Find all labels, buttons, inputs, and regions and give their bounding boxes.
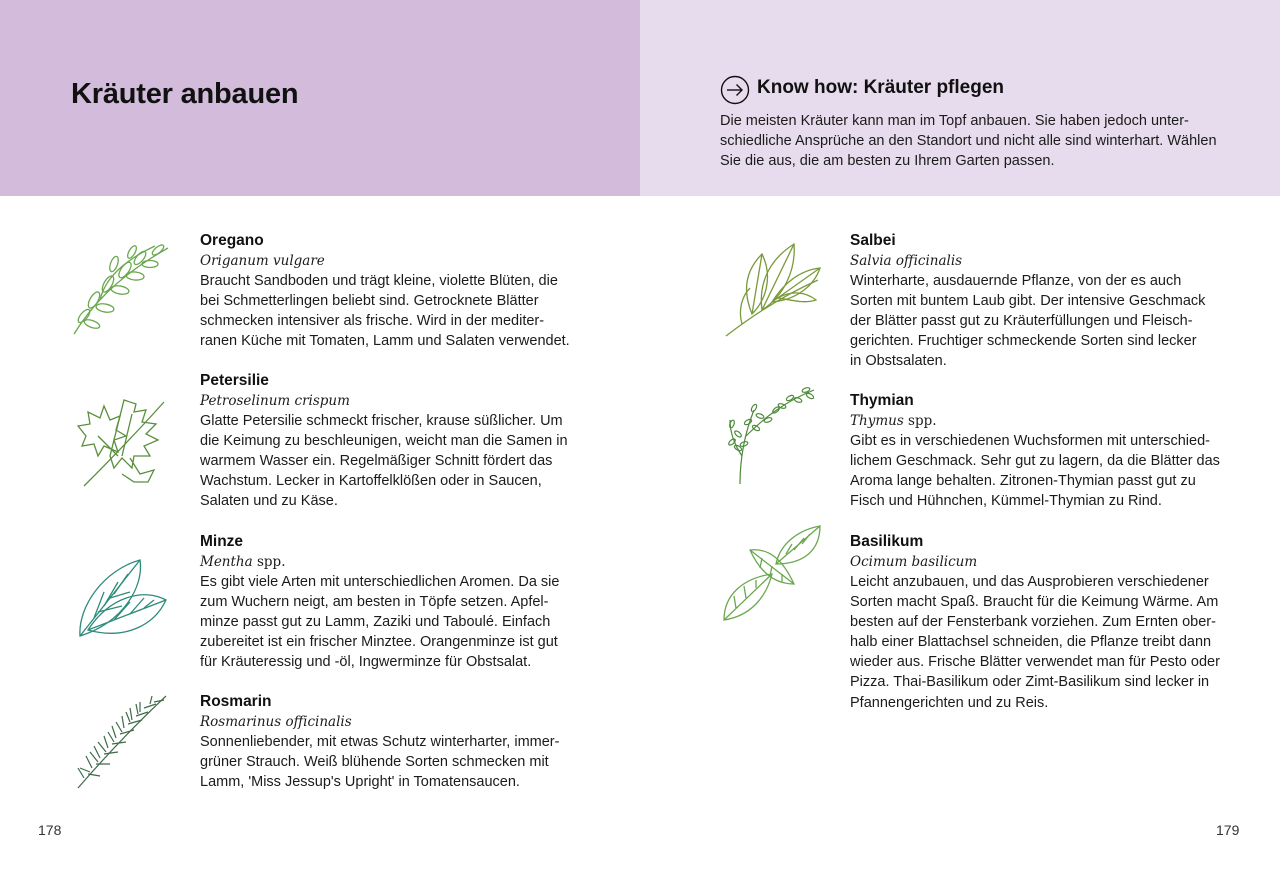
page-number-left: 178: [38, 822, 62, 838]
know-how-line: schiedliche Ansprüche an den Standort und nicht alle sind winterhart. Wählen: [720, 133, 1217, 149]
arrow-circle-icon: [720, 75, 750, 105]
herb-latin-name: Ocimum basilicum: [850, 554, 978, 570]
herb-description: Leicht anzubauen, und das Ausprobieren verschiedener Sorten macht Spaß. Braucht für die Keimung Wärme. Am besten auf der Fensterbank vorziehen. Zum Ernten ober- halb einer Blattachsel schneiden, die Pflanze treibt dann wieder aus. Frische Blätter verwendet man für Pesto oder Pizza. Thai-Basilikum oder Zimt-Basilikum sind lecker in Pfannengerichten und zu Reis.: [850, 574, 1220, 711]
herb-name: Basilikum: [850, 533, 924, 550]
herb-name: Thymian: [850, 392, 914, 409]
herb-name: Salbei: [850, 232, 896, 249]
basil-icon: [720, 524, 822, 624]
herb-description: Winterharte, ausdauernde Pflanze, von der es auch Sorten mit buntem Laub gibt. Der intensive Geschmack der Blätter passt gut zu Kräuterfüllungen und Fleisch- gerichten. Fruchtiger schmeckende Sorten sind lecker in Obstsalaten.: [850, 273, 1206, 370]
herb-description: Braucht Sandboden und trägt kleine, violette Blüten, die bei Schmetterlingen beliebt sind. Getrocknete Blätter schmecken intensiver als frische. Wird in der mediter- ranen Küche mit Tomaten, Lamm und Salaten verwendet.: [200, 273, 570, 350]
herb-name: Minze: [200, 533, 244, 550]
page-number-right: 179: [1216, 822, 1240, 838]
herb-latin-name: Thymus spp.: [850, 413, 937, 429]
herb-latin-name: Petroselinum crispum: [200, 393, 350, 409]
know-how-line: Sie die aus, die am besten zu Ihrem Garten passen.: [720, 153, 1055, 169]
parsley-icon: [74, 396, 170, 488]
know-how-line: Die meisten Kräuter kann man im Topf anbauen. Sie haben jedoch unter-: [720, 113, 1189, 129]
herb-description: Es gibt viele Arten mit unterschiedlichen Aromen. Da sie zum Wuchern neigt, am besten in Töpfe setzen. Apfel- minze passt gut zu Lamm, Zaziki und Taboulé. Einfach zubereitet ist ein frischer Minztee. Orangenminze ist gut für Kräuteressig und -öl, Ingwerminze für Obstsalat.: [200, 574, 560, 671]
page-title: Kräuter anbauen: [71, 78, 299, 110]
herb-latin-name: Rosmarinus officinalis: [200, 714, 352, 730]
herb-description: Gibt es in verschiedenen Wuchsformen mit unterschied- lichem Geschmack. Sehr gut zu lagern, da die Blätter das Aroma lange behalten. Zitronen-Thymian passt gut zu Fisch und Hühnchen, Kümmel-Thymian zu Rind.: [850, 433, 1220, 510]
know-how-text: [720, 111, 1220, 171]
herb-name: Petersilie: [200, 372, 269, 389]
herb-name: Oregano: [200, 232, 264, 249]
herb-latin-name: Origanum vulgare: [200, 253, 325, 269]
herb-description: Sonnenliebender, mit etwas Schutz winterharter, immer- grüner Strauch. Weiß blühende Sorten schmecken mit Lamm, 'Miss Jessup's Upright' in Tomatensaucen.: [200, 734, 560, 791]
herb-description: Glatte Petersilie schmeckt frischer, krause süßlicher. Um die Keimung zu beschleunigen, weicht man die Samen in warmem Wasser ein. Regelmäßiger Schnitt fördert das Wachstum. Lecker in Kartoffelklößen oder in Saucen, Salaten und zu Käse.: [200, 413, 568, 510]
thyme-icon: [724, 384, 818, 486]
herb-latin-name: Salvia officinalis: [850, 253, 963, 269]
rosemary-icon: [74, 692, 170, 792]
herb-latin-name: Mentha spp.: [200, 554, 286, 570]
sage-icon: [722, 240, 822, 340]
mint-icon: [74, 556, 170, 642]
oregano-icon: [70, 238, 174, 338]
know-how-heading: Know how: Kräuter pflegen: [757, 77, 1004, 98]
herb-name: Rosmarin: [200, 693, 272, 710]
